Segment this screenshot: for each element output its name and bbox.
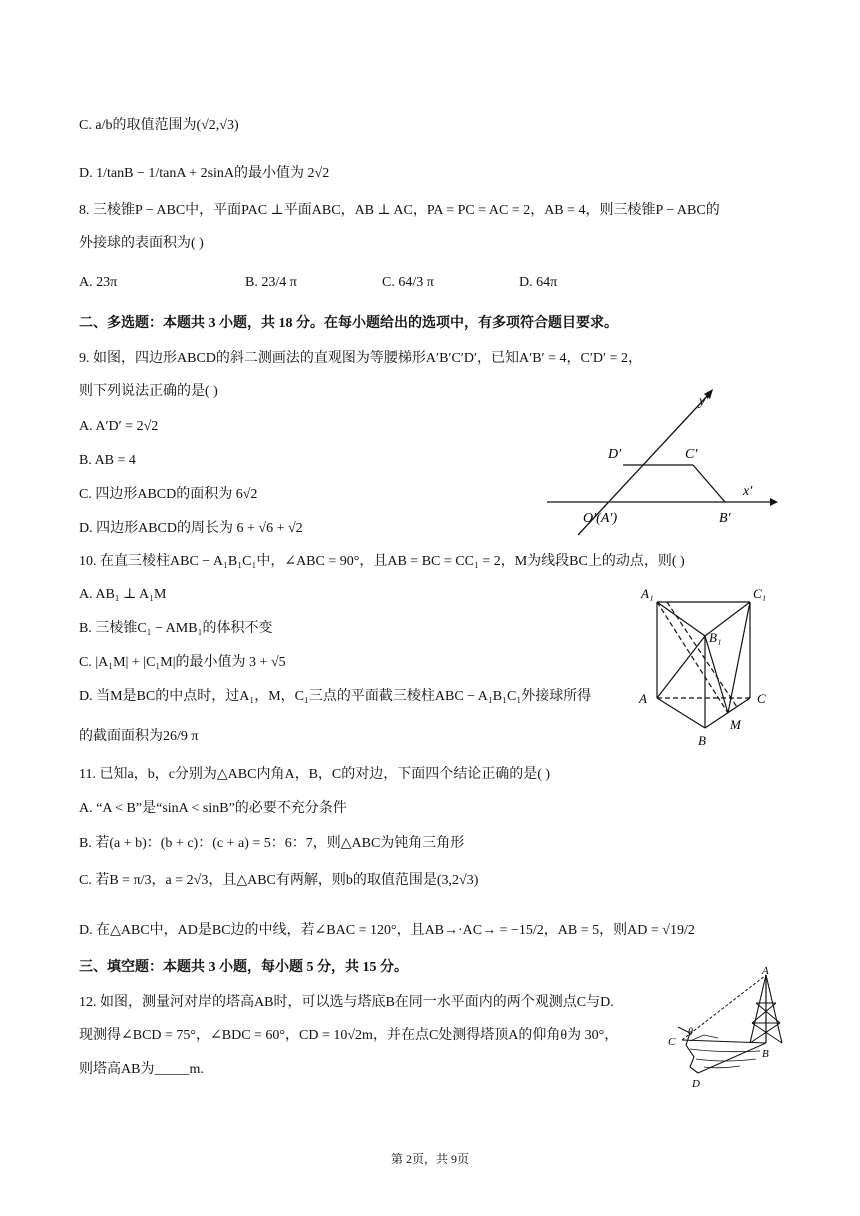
q8-stem-line1: 8. 三棱锥P − ABC中，平面PAC ⊥平面ABC，AB ⊥ AC，PA = PC = AC = 2，AB = 4，则三棱锥P − ABC的	[79, 203, 720, 218]
q10-option-c: C. |A₁M| + |C₁M|的最小值为 3 + √5	[79, 655, 286, 670]
q11-option-a: A. “A < B”是“sinA < sinB”的必要不充分条件	[79, 801, 347, 816]
q8-option-a: A. 23π	[79, 275, 118, 290]
q8-stem-line2: 外接球的表面积为( )	[79, 236, 204, 251]
point-a1-label: A₁	[641, 586, 654, 601]
q10-figure	[633, 580, 778, 750]
q9-option-b: B. AB = 4	[79, 453, 136, 468]
section-3-heading: 三、填空题：本题共 3 小题，每小题 5 分，共 15 分。	[79, 960, 408, 975]
q8-option-d: D. 64π	[519, 275, 558, 290]
q10-option-b: B. 三棱锥C₁ − AMB₁的体积不变	[79, 621, 273, 636]
q12-stem-line2: 现测得∠BCD = 75°，∠BDC = 60°，CD = 10√2m，并在点C处测得塔顶A的仰角θ为 30°，	[79, 1028, 619, 1043]
point-b-label: B	[762, 1048, 769, 1060]
q8-option-b: B. 23/4 π	[245, 275, 297, 290]
q11-stem: 11. 已知a，b，c分别为△ABC内角A，B，C的对边，下面四个结论正确的是( )	[79, 767, 551, 782]
section-2-heading: 二、多选题：本题共 3 小题，共 18 分。在每小题给出的选项中，有多项符合题目要求。	[79, 316, 618, 331]
q11-option-b: B. 若(a + b)：(b + c)：(c + a) = 5：6：7，则△ABC为钝角三角形	[79, 836, 465, 851]
point-c-label: C′	[685, 447, 698, 462]
q8-option-c: C. 64/3 π	[382, 275, 434, 290]
q7-option-d: D. 1/tanB − 1/tanA + 2sinA的最小值为 2√2	[79, 166, 330, 181]
q12-stem-line1: 12. 如图，测量河对岸的塔高AB时，可以选与塔底B在同一水平面内的两个观测点C与D.	[79, 995, 614, 1010]
point-d-label: D′	[608, 447, 622, 462]
point-b1-label: B₁	[709, 630, 722, 645]
x-axis-label: x′	[743, 484, 753, 499]
q11-option-c: C. 若B = π/3，a = 2√3，且△ABC有两解，则b的取值范围是(3,2√3)	[79, 873, 479, 888]
point-o-label: O′(A′)	[583, 511, 618, 526]
q9-option-d: D. 四边形ABCD的周长为 6 + √6 + √2	[79, 521, 303, 536]
y-axis-label: y′	[699, 394, 709, 409]
q9-option-a: A. A′D′ = 2√2	[79, 419, 159, 434]
q10-option-d: D. 当M是BC的中点时，过A₁，M，C₁三点的平面截三棱柱ABC − A₁B₁C₁外接球所得	[79, 689, 592, 704]
q12-stem-line3: 则塔高AB为_____m.	[79, 1062, 204, 1077]
point-d-label: D	[692, 1078, 700, 1090]
point-c-label: C	[757, 691, 766, 706]
q9-stem-line1: 9. 如图，四边形ABCD的斜二测画法的直观图为等腰梯形A′B′C′D′，已知A′B′ = 4，C′D′ = 2，	[79, 351, 642, 366]
q9-option-c: C. 四边形ABCD的面积为 6√2	[79, 487, 258, 502]
q9-figure	[545, 385, 785, 540]
point-a-label: A	[762, 965, 769, 977]
point-a-label: A	[639, 691, 647, 706]
point-c1-label: C₁	[753, 586, 767, 601]
q9-stem-line2: 则下列说法正确的是( )	[79, 384, 218, 399]
q10-stem: 10. 在直三棱柱ABC − A₁B₁C₁中，∠ABC = 90°，且AB = BC = CC₁ = 2，M为线段BC上的动点，则( )	[79, 554, 685, 569]
q11-option-d: D. 在△ABC中，AD是BC边的中线，若∠BAC = 120°，且AB→·AC→ = −15/2，AB = 5，则AD = √19/2	[79, 923, 695, 938]
q10-option-d-cont: 的截面面积为26/9 π	[79, 729, 199, 744]
page-footer: 第 2页，共 9页	[390, 1152, 469, 1166]
theta-label: θ	[688, 1027, 693, 1038]
point-c-label: C	[668, 1036, 676, 1048]
point-b-label: B′	[719, 511, 731, 526]
q12-figure	[660, 965, 790, 1095]
point-m-label: M	[730, 717, 741, 732]
q10-option-a: A. AB₁ ⊥ A₁M	[79, 587, 167, 602]
q7-option-c: C. a/b的取值范围为(√2,√3)	[79, 118, 239, 133]
point-b-label: B	[698, 733, 706, 748]
